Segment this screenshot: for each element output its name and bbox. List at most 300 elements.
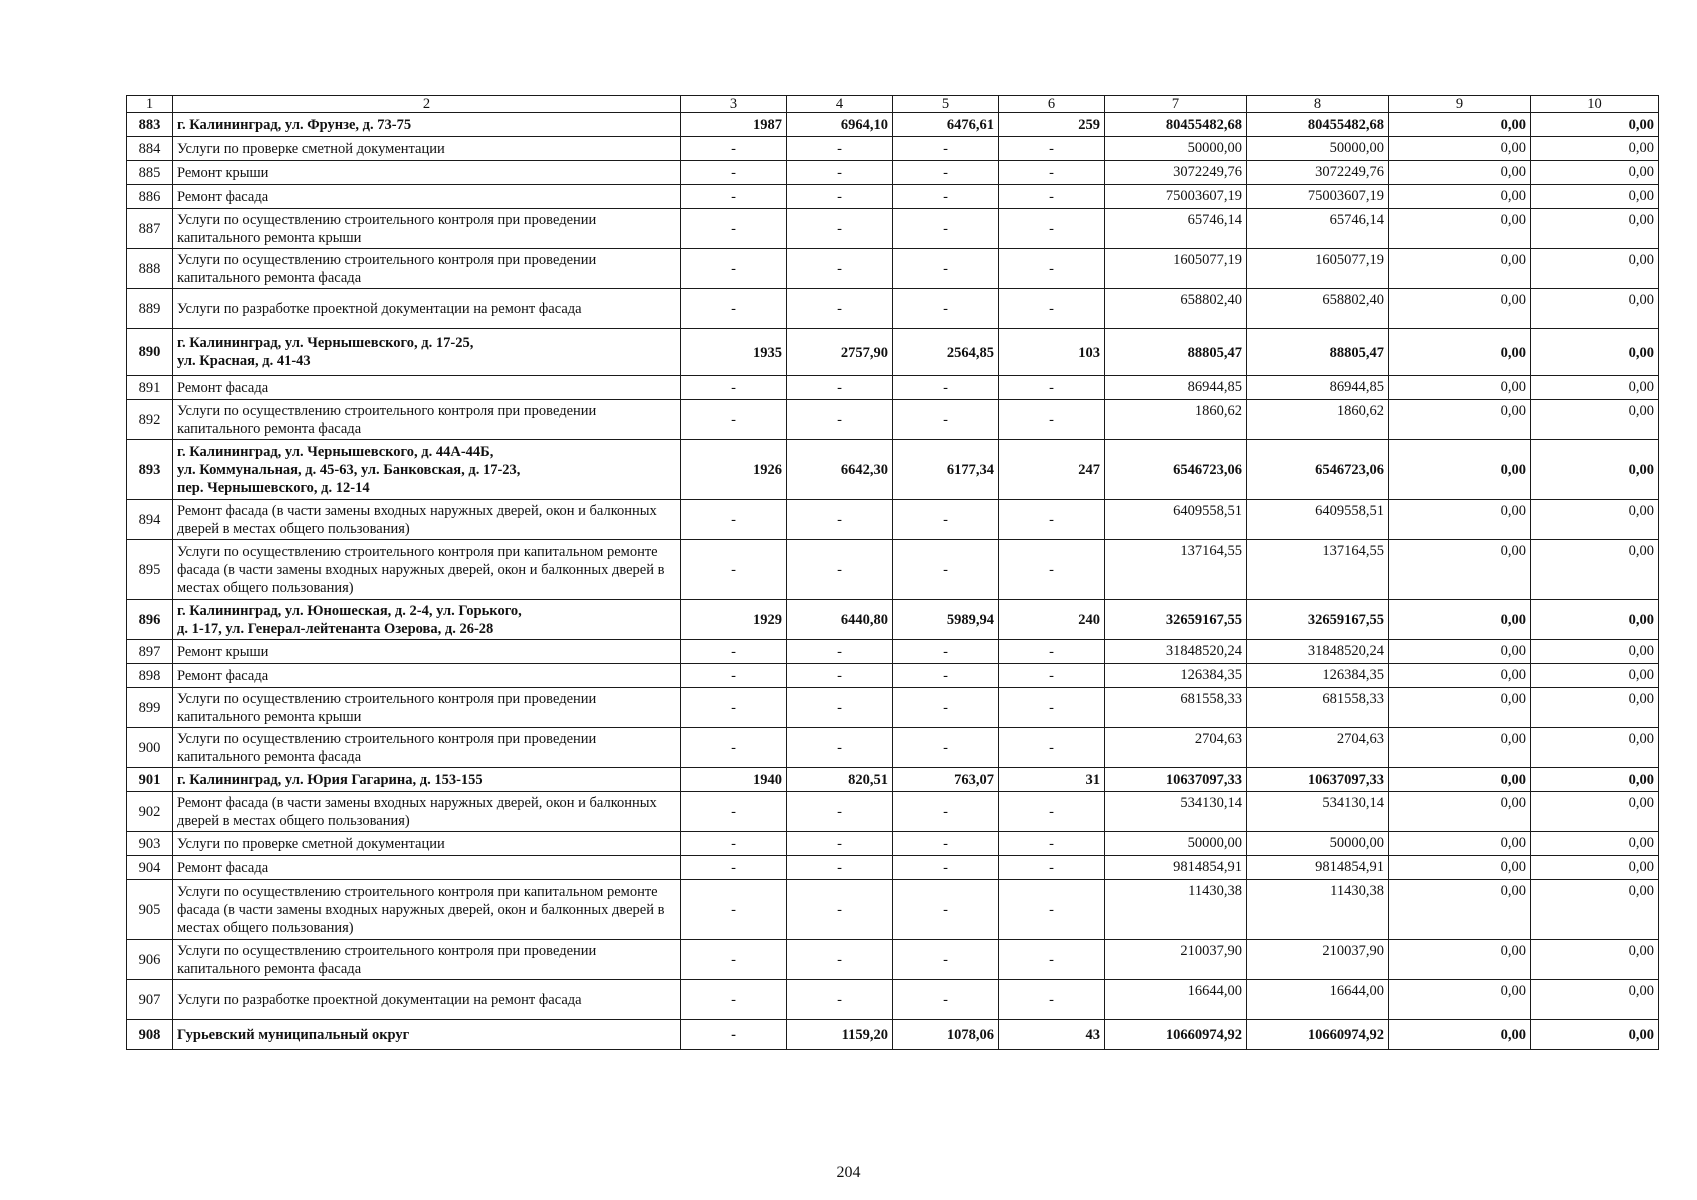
item-name: Ремонт фасада	[173, 664, 681, 688]
col4-cell: -	[787, 880, 893, 940]
col5-cell: -	[893, 400, 999, 440]
col8-cell: 10637097,33	[1247, 768, 1389, 792]
column-header: 4	[787, 96, 893, 113]
column-number-row	[127, 96, 1659, 113]
item-name: Ремонт фасада (в части замены входных наружных дверей, окон и балконных дверей в местах общего пользования)	[173, 792, 681, 832]
table-row	[127, 728, 1659, 768]
col6-cell: -	[999, 249, 1105, 289]
col10-cell: 0,00	[1531, 113, 1659, 137]
col7-cell: 11430,38	[1105, 880, 1247, 940]
col4-cell: -	[787, 664, 893, 688]
col6-cell: 103	[999, 329, 1105, 376]
col4-cell: 6964,10	[787, 113, 893, 137]
repair-program-table	[126, 95, 1659, 1050]
col9-cell: 0,00	[1389, 880, 1531, 940]
item-name: Ремонт фасада	[173, 185, 681, 209]
col10-cell: 0,00	[1531, 137, 1659, 161]
col4-cell: 1159,20	[787, 1020, 893, 1050]
table-row	[127, 856, 1659, 880]
col3-cell: -	[681, 856, 787, 880]
col8-cell: 2704,63	[1247, 728, 1389, 768]
col8-cell: 86944,85	[1247, 376, 1389, 400]
col4-cell: -	[787, 940, 893, 980]
item-name: Услуги по осуществлению строительного контроля при проведении капитального ремонта фасада	[173, 400, 681, 440]
col4-cell: -	[787, 540, 893, 600]
col9-cell: 0,00	[1389, 768, 1531, 792]
col7-cell: 10660974,92	[1105, 1020, 1247, 1050]
col9-cell: 0,00	[1389, 185, 1531, 209]
item-name: Услуги по осуществлению строительного контроля при проведении капитального ремонта крыши	[173, 209, 681, 249]
table-row	[127, 113, 1659, 137]
col10-cell: 0,00	[1531, 440, 1659, 500]
col7-cell: 10637097,33	[1105, 768, 1247, 792]
col5-cell: -	[893, 376, 999, 400]
row-number: 889	[127, 289, 173, 329]
col4-cell: -	[787, 792, 893, 832]
col8-cell: 80455482,68	[1247, 113, 1389, 137]
col6-cell: -	[999, 940, 1105, 980]
col10-cell: 0,00	[1531, 289, 1659, 329]
item-name: г. Калининград, ул. Чернышевского, д. 44А-44Б, ул. Коммунальная, д. 45-63, ул. Банковская, д. 17-23, пер. Чернышевского, д. 12-14	[173, 440, 681, 500]
item-name: Ремонт крыши	[173, 161, 681, 185]
table-row	[127, 540, 1659, 600]
item-name: Услуги по разработке проектной документации на ремонт фасада	[173, 289, 681, 329]
item-name: Услуги по осуществлению строительного контроля при проведении капитального ремонта фасада	[173, 249, 681, 289]
col9-cell: 0,00	[1389, 600, 1531, 640]
table-row	[127, 185, 1659, 209]
col7-cell: 2704,63	[1105, 728, 1247, 768]
table-row	[127, 500, 1659, 540]
col10-cell: 0,00	[1531, 792, 1659, 832]
col7-cell: 31848520,24	[1105, 640, 1247, 664]
row-number: 888	[127, 249, 173, 289]
item-name: Услуги по проверке сметной документации	[173, 137, 681, 161]
row-number: 897	[127, 640, 173, 664]
col3-cell: -	[681, 1020, 787, 1050]
col8-cell: 1605077,19	[1247, 249, 1389, 289]
col10-cell: 0,00	[1531, 600, 1659, 640]
row-number: 896	[127, 600, 173, 640]
col8-cell: 10660974,92	[1247, 1020, 1389, 1050]
col9-cell: 0,00	[1389, 329, 1531, 376]
col8-cell: 9814854,91	[1247, 856, 1389, 880]
col7-cell: 50000,00	[1105, 832, 1247, 856]
col5-cell: -	[893, 728, 999, 768]
col10-cell: 0,00	[1531, 185, 1659, 209]
col10-cell: 0,00	[1531, 664, 1659, 688]
table-row	[127, 688, 1659, 728]
table-row	[127, 161, 1659, 185]
col6-cell: 240	[999, 600, 1105, 640]
item-name: г. Калининград, ул. Фрунзе, д. 73-75	[173, 113, 681, 137]
col6-cell: -	[999, 185, 1105, 209]
row-number: 893	[127, 440, 173, 500]
col8-cell: 31848520,24	[1247, 640, 1389, 664]
col5-cell: -	[893, 792, 999, 832]
col4-cell: -	[787, 289, 893, 329]
table-row	[127, 600, 1659, 640]
col3-cell: -	[681, 161, 787, 185]
col6-cell: -	[999, 880, 1105, 940]
col8-cell: 1860,62	[1247, 400, 1389, 440]
item-name: Услуги по осуществлению строительного контроля при капитальном ремонте фасада (в части замены входных наружных дверей, окон и балконных дверей в местах общего пользования)	[173, 540, 681, 600]
col4-cell: -	[787, 728, 893, 768]
row-number: 902	[127, 792, 173, 832]
table-row	[127, 640, 1659, 664]
col5-cell: -	[893, 880, 999, 940]
col3-cell: -	[681, 664, 787, 688]
col10-cell: 0,00	[1531, 728, 1659, 768]
row-number: 901	[127, 768, 173, 792]
col4-cell: -	[787, 640, 893, 664]
col4-cell: -	[787, 376, 893, 400]
row-number: 890	[127, 329, 173, 376]
col4-cell: -	[787, 832, 893, 856]
col10-cell: 0,00	[1531, 880, 1659, 940]
col10-cell: 0,00	[1531, 1020, 1659, 1050]
col9-cell: 0,00	[1389, 640, 1531, 664]
col8-cell: 137164,55	[1247, 540, 1389, 600]
col6-cell: -	[999, 376, 1105, 400]
col4-cell: 6642,30	[787, 440, 893, 500]
row-number: 904	[127, 856, 173, 880]
col9-cell: 0,00	[1389, 1020, 1531, 1050]
col6-cell: -	[999, 728, 1105, 768]
col9-cell: 0,00	[1389, 113, 1531, 137]
col10-cell: 0,00	[1531, 376, 1659, 400]
col10-cell: 0,00	[1531, 161, 1659, 185]
item-name: Услуги по разработке проектной документации на ремонт фасада	[173, 980, 681, 1020]
item-name: г. Калининград, ул. Юрия Гагарина, д. 153-155	[173, 768, 681, 792]
col9-cell: 0,00	[1389, 980, 1531, 1020]
col8-cell: 88805,47	[1247, 329, 1389, 376]
item-name: Ремонт фасада	[173, 376, 681, 400]
row-number: 898	[127, 664, 173, 688]
col7-cell: 1605077,19	[1105, 249, 1247, 289]
col8-cell: 75003607,19	[1247, 185, 1389, 209]
col6-cell: -	[999, 664, 1105, 688]
col4-cell: -	[787, 209, 893, 249]
col6-cell: -	[999, 500, 1105, 540]
item-name: Ремонт крыши	[173, 640, 681, 664]
table-row	[127, 209, 1659, 249]
col6-cell: -	[999, 688, 1105, 728]
col5-cell: -	[893, 640, 999, 664]
row-number: 906	[127, 940, 173, 980]
col3-cell: -	[681, 688, 787, 728]
row-number: 899	[127, 688, 173, 728]
col4-cell: -	[787, 161, 893, 185]
col9-cell: 0,00	[1389, 792, 1531, 832]
column-header: 2	[173, 96, 681, 113]
col3-cell: -	[681, 880, 787, 940]
col10-cell: 0,00	[1531, 329, 1659, 376]
col7-cell: 9814854,91	[1105, 856, 1247, 880]
col4-cell: -	[787, 137, 893, 161]
table-row	[127, 137, 1659, 161]
col5-cell: -	[893, 500, 999, 540]
col8-cell: 16644,00	[1247, 980, 1389, 1020]
col7-cell: 1860,62	[1105, 400, 1247, 440]
col5-cell: 6476,61	[893, 113, 999, 137]
col8-cell: 210037,90	[1247, 940, 1389, 980]
col7-cell: 126384,35	[1105, 664, 1247, 688]
col6-cell: -	[999, 640, 1105, 664]
col8-cell: 681558,33	[1247, 688, 1389, 728]
item-name: Ремонт фасада (в части замены входных наружных дверей, окон и балконных дверей в местах общего пользования)	[173, 500, 681, 540]
col4-cell: 820,51	[787, 768, 893, 792]
col10-cell: 0,00	[1531, 249, 1659, 289]
col7-cell: 88805,47	[1105, 329, 1247, 376]
col3-cell: -	[681, 640, 787, 664]
col6-cell: 31	[999, 768, 1105, 792]
col3-cell: -	[681, 540, 787, 600]
col3-cell: 1940	[681, 768, 787, 792]
col6-cell: -	[999, 980, 1105, 1020]
col5-cell: 5989,94	[893, 600, 999, 640]
col8-cell: 50000,00	[1247, 137, 1389, 161]
col6-cell: -	[999, 832, 1105, 856]
col4-cell: 6440,80	[787, 600, 893, 640]
col5-cell: 763,07	[893, 768, 999, 792]
col5-cell: -	[893, 856, 999, 880]
col6-cell: 247	[999, 440, 1105, 500]
column-header: 10	[1531, 96, 1659, 113]
col9-cell: 0,00	[1389, 832, 1531, 856]
col3-cell: -	[681, 728, 787, 768]
col9-cell: 0,00	[1389, 209, 1531, 249]
col3-cell: 1929	[681, 600, 787, 640]
col7-cell: 32659167,55	[1105, 600, 1247, 640]
column-header: 1	[127, 96, 173, 113]
col10-cell: 0,00	[1531, 980, 1659, 1020]
table-row	[127, 329, 1659, 376]
col6-cell: 259	[999, 113, 1105, 137]
col8-cell: 534130,14	[1247, 792, 1389, 832]
col5-cell: -	[893, 249, 999, 289]
row-number: 887	[127, 209, 173, 249]
col6-cell: -	[999, 856, 1105, 880]
col5-cell: 6177,34	[893, 440, 999, 500]
col10-cell: 0,00	[1531, 768, 1659, 792]
item-name: Услуги по осуществлению строительного контроля при проведении капитального ремонта крыши	[173, 688, 681, 728]
col9-cell: 0,00	[1389, 688, 1531, 728]
col4-cell: -	[787, 688, 893, 728]
item-name: г. Калининград, ул. Чернышевского, д. 17-25, ул. Красная, д. 41-43	[173, 329, 681, 376]
table-row	[127, 980, 1659, 1020]
item-name: Гурьевский муниципальный округ	[173, 1020, 681, 1050]
row-number: 894	[127, 500, 173, 540]
col9-cell: 0,00	[1389, 664, 1531, 688]
col10-cell: 0,00	[1531, 940, 1659, 980]
item-name: Услуги по осуществлению строительного контроля при капитальном ремонте фасада (в части замены входных наружных дверей, окон и балконных дверей в местах общего пользования)	[173, 880, 681, 940]
col3-cell: -	[681, 980, 787, 1020]
col5-cell: -	[893, 832, 999, 856]
row-number: 905	[127, 880, 173, 940]
page-number: 204	[836, 1164, 861, 1181]
col8-cell: 658802,40	[1247, 289, 1389, 329]
col5-cell: -	[893, 137, 999, 161]
col8-cell: 126384,35	[1247, 664, 1389, 688]
col7-cell: 681558,33	[1105, 688, 1247, 728]
table-row	[127, 289, 1659, 329]
row-number: 886	[127, 185, 173, 209]
column-header: 3	[681, 96, 787, 113]
col5-cell: -	[893, 940, 999, 980]
col4-cell: -	[787, 980, 893, 1020]
col5-cell: -	[893, 185, 999, 209]
col10-cell: 0,00	[1531, 856, 1659, 880]
table-row	[127, 400, 1659, 440]
col9-cell: 0,00	[1389, 728, 1531, 768]
col8-cell: 6546723,06	[1247, 440, 1389, 500]
col5-cell: -	[893, 664, 999, 688]
col6-cell: -	[999, 289, 1105, 329]
table-row	[127, 664, 1659, 688]
col8-cell: 3072249,76	[1247, 161, 1389, 185]
column-header: 5	[893, 96, 999, 113]
item-name: г. Калининград, ул. Юношеская, д. 2-4, ул. Горького, д. 1-17, ул. Генерал-лейтенанта Озерова, д. 26-28	[173, 600, 681, 640]
col6-cell: -	[999, 209, 1105, 249]
col3-cell: -	[681, 249, 787, 289]
col8-cell: 50000,00	[1247, 832, 1389, 856]
row-number: 892	[127, 400, 173, 440]
col3-cell: -	[681, 832, 787, 856]
col7-cell: 534130,14	[1105, 792, 1247, 832]
col10-cell: 0,00	[1531, 209, 1659, 249]
table-row	[127, 440, 1659, 500]
row-number: 883	[127, 113, 173, 137]
col9-cell: 0,00	[1389, 856, 1531, 880]
item-name: Услуги по осуществлению строительного контроля при проведении капитального ремонта фасада	[173, 940, 681, 980]
column-header: 9	[1389, 96, 1531, 113]
table-body	[127, 113, 1659, 1050]
col9-cell: 0,00	[1389, 289, 1531, 329]
col5-cell: 2564,85	[893, 329, 999, 376]
col7-cell: 16644,00	[1105, 980, 1247, 1020]
col7-cell: 50000,00	[1105, 137, 1247, 161]
col4-cell: -	[787, 185, 893, 209]
col7-cell: 6409558,51	[1105, 500, 1247, 540]
col3-cell: -	[681, 209, 787, 249]
table-row	[127, 940, 1659, 980]
col5-cell: -	[893, 688, 999, 728]
col9-cell: 0,00	[1389, 540, 1531, 600]
col3-cell: -	[681, 137, 787, 161]
col7-cell: 3072249,76	[1105, 161, 1247, 185]
col9-cell: 0,00	[1389, 376, 1531, 400]
col5-cell: 1078,06	[893, 1020, 999, 1050]
row-number: 900	[127, 728, 173, 768]
col3-cell: -	[681, 940, 787, 980]
row-number: 885	[127, 161, 173, 185]
table-row	[127, 880, 1659, 940]
col3-cell: 1926	[681, 440, 787, 500]
item-name: Ремонт фасада	[173, 856, 681, 880]
col5-cell: -	[893, 161, 999, 185]
row-number: 891	[127, 376, 173, 400]
col10-cell: 0,00	[1531, 500, 1659, 540]
col3-cell: 1935	[681, 329, 787, 376]
col3-cell: -	[681, 400, 787, 440]
col4-cell: -	[787, 249, 893, 289]
col6-cell: -	[999, 161, 1105, 185]
col10-cell: 0,00	[1531, 688, 1659, 728]
col4-cell: -	[787, 400, 893, 440]
col6-cell: 43	[999, 1020, 1105, 1050]
row-number: 907	[127, 980, 173, 1020]
col3-cell: -	[681, 185, 787, 209]
table-row	[127, 376, 1659, 400]
col7-cell: 65746,14	[1105, 209, 1247, 249]
col6-cell: -	[999, 792, 1105, 832]
col4-cell: 2757,90	[787, 329, 893, 376]
col9-cell: 0,00	[1389, 500, 1531, 540]
col7-cell: 80455482,68	[1105, 113, 1247, 137]
col7-cell: 658802,40	[1105, 289, 1247, 329]
col8-cell: 32659167,55	[1247, 600, 1389, 640]
col6-cell: -	[999, 540, 1105, 600]
col5-cell: -	[893, 540, 999, 600]
col9-cell: 0,00	[1389, 400, 1531, 440]
col4-cell: -	[787, 856, 893, 880]
col9-cell: 0,00	[1389, 940, 1531, 980]
col3-cell: 1987	[681, 113, 787, 137]
table-row	[127, 249, 1659, 289]
col9-cell: 0,00	[1389, 137, 1531, 161]
col6-cell: -	[999, 400, 1105, 440]
row-number: 908	[127, 1020, 173, 1050]
col10-cell: 0,00	[1531, 540, 1659, 600]
table-row	[127, 832, 1659, 856]
col7-cell: 210037,90	[1105, 940, 1247, 980]
column-header: 6	[999, 96, 1105, 113]
col8-cell: 65746,14	[1247, 209, 1389, 249]
col10-cell: 0,00	[1531, 400, 1659, 440]
item-name: Услуги по осуществлению строительного контроля при проведении капитального ремонта фасада	[173, 728, 681, 768]
col6-cell: -	[999, 137, 1105, 161]
col9-cell: 0,00	[1389, 440, 1531, 500]
col4-cell: -	[787, 500, 893, 540]
col7-cell: 6546723,06	[1105, 440, 1247, 500]
col7-cell: 137164,55	[1105, 540, 1247, 600]
col3-cell: -	[681, 500, 787, 540]
column-header: 8	[1247, 96, 1389, 113]
column-header: 7	[1105, 96, 1247, 113]
col5-cell: -	[893, 289, 999, 329]
table-row	[127, 792, 1659, 832]
col5-cell: -	[893, 209, 999, 249]
col3-cell: -	[681, 376, 787, 400]
col3-cell: -	[681, 792, 787, 832]
col8-cell: 6409558,51	[1247, 500, 1389, 540]
col10-cell: 0,00	[1531, 832, 1659, 856]
col10-cell: 0,00	[1531, 640, 1659, 664]
table-row	[127, 768, 1659, 792]
row-number: 884	[127, 137, 173, 161]
item-name: Услуги по проверке сметной документации	[173, 832, 681, 856]
col3-cell: -	[681, 289, 787, 329]
col5-cell: -	[893, 980, 999, 1020]
col8-cell: 11430,38	[1247, 880, 1389, 940]
col7-cell: 86944,85	[1105, 376, 1247, 400]
col9-cell: 0,00	[1389, 161, 1531, 185]
table-row	[127, 1020, 1659, 1050]
col7-cell: 75003607,19	[1105, 185, 1247, 209]
row-number: 895	[127, 540, 173, 600]
row-number: 903	[127, 832, 173, 856]
col9-cell: 0,00	[1389, 249, 1531, 289]
